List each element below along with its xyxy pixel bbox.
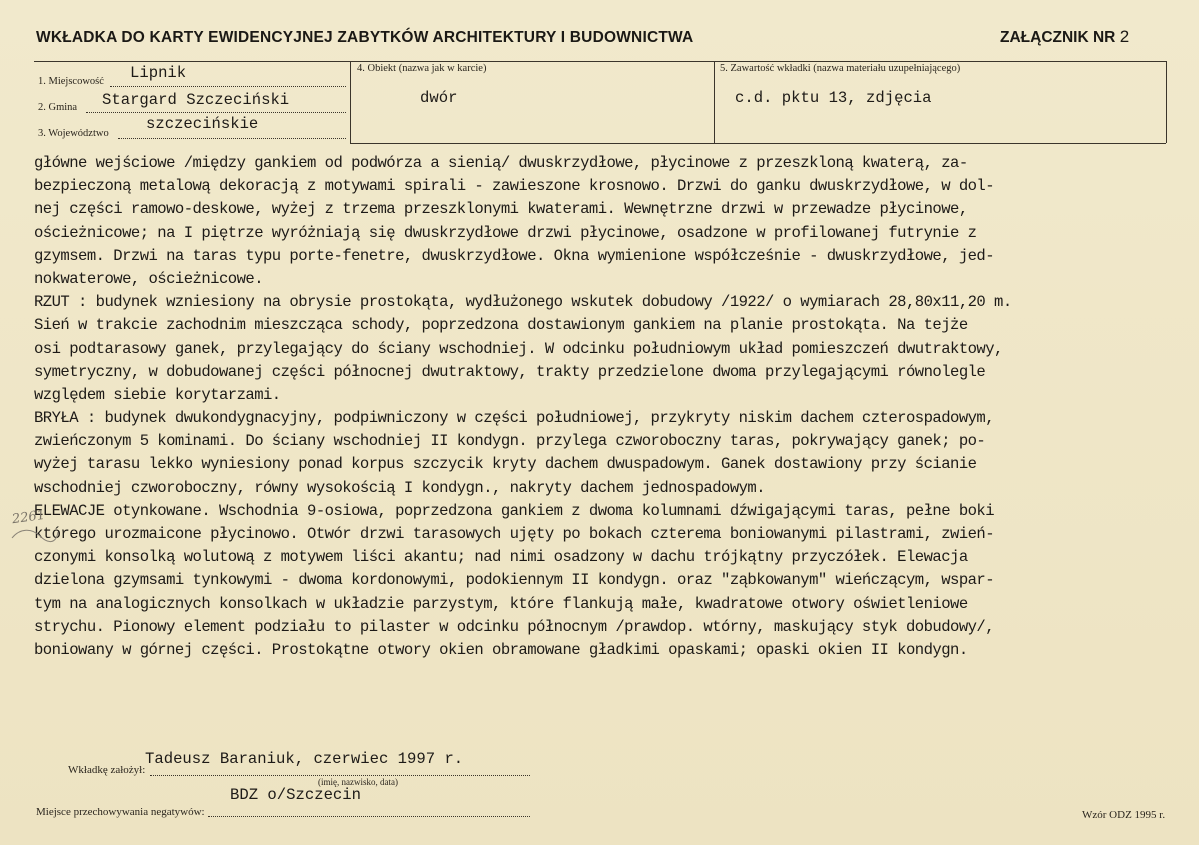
top-box-divider-1 [350, 61, 351, 143]
description-line: dzielona gzymsami tynkowymi - dwoma kordonowymi, podokiennym II kondygn. oraz "ząbkowanym" wieńczącym, wspar- [34, 571, 995, 590]
description-line: czonymi konsolką wolutową z motywem liści akantu; nad nimi osadzony w dachu trójkątny przyczółek. Elewacja [34, 548, 968, 567]
author-value: Tadeusz Baraniuk, czerwiec 1997 r. [145, 750, 464, 768]
locality-label: 1. Miejscowość [38, 76, 104, 87]
margin-pencil-note: 2261 [11, 507, 46, 528]
description-line: symetryczny, w dobudowanej części północnej dwutraktowy, trakty przedzielone dwoma przylegającymi równolegle [34, 362, 986, 381]
commune-dotted-line [86, 112, 346, 113]
description-line: którego urozmaicone płycinowo. Otwór drzwi tarasowych ujęty po bokach czterema boniowanymi pilastrami, zwień- [34, 525, 995, 543]
top-box-divider-2 [714, 61, 715, 143]
storage-label: Miejsce przechowywania negatywów: [36, 806, 205, 818]
author-hint: (imię, nazwisko, data) [318, 777, 398, 787]
author-dotted-line [150, 775, 530, 776]
storage-dotted-line [208, 816, 530, 817]
description-text [34, 152, 1174, 662]
description-line: względem siebie korytarzami. [34, 385, 281, 404]
top-box-border-bottom [350, 143, 1166, 144]
top-box-border-top [34, 61, 1166, 62]
content-value: c.d. pktu 13, zdjęcia [735, 89, 932, 107]
document-title: WKŁADKA DO KARTY EWIDENCYJNEJ ZABYTKÓW ARCHITEKTURY I BUDOWNICTWA [36, 29, 694, 46]
commune-value: Stargard Szczeciński [102, 91, 290, 109]
description-line: wschodniej czworoboczny, równy wysokością I kondygn., nakryty dachem jednospadowym. [34, 478, 766, 497]
description-line: boniowany w górnej części. Prostokątne otwory okien obramowane gładkimi opaskami; opaski okien II kondygn. [34, 640, 968, 659]
description-line: ościeżnicowe; na I piętrze wyróżniają się dwuskrzydłowe drzwi płycinowe, osadzone w profilowanej futrynie z [34, 223, 977, 242]
description-line: tym na analogicznych konsolkach w układzie parzystym, które flankują małe, kwadratowe otwory oświetleniowe [34, 594, 968, 613]
annex-number: 2 [1119, 27, 1130, 46]
description-line: strychu. Pionowy element podziału to pilaster w odcinku północnym /prawdop. wtórny, maskujący styk dobudowy/, [34, 617, 995, 636]
margin-scribble-icon [10, 524, 60, 546]
top-box-border-right [1166, 61, 1167, 143]
description-line: RZUT : budynek wzniesiony na obrysie prostokąta, wydłużonego wskutek dobudowy /1922/ o wymiarach 28,80x11,20 m. [34, 293, 1012, 312]
voivodeship-value: szczecińskie [146, 115, 259, 133]
description-line: zwieńczonym 5 kominami. Do ściany wschodniej II kondygn. przylega czworoboczny taras, pokrywający ganek; po- [34, 432, 986, 451]
annex-label-text: ZAŁĄCZNIK NR [1000, 29, 1116, 46]
object-label: 4. Obiekt (nazwa jak w karcie) [357, 63, 487, 74]
description-line: nokwaterowe, ościeżnicowe. [34, 269, 264, 288]
locality-value: Lipnik [130, 64, 187, 82]
description-line: nej części ramowo-deskowe, wyżej z trzema przeszklonymi kwaterami. Wewnętrzne drzwi w przewadze płycinowe, [34, 200, 968, 219]
description-line: główne wejściowe /między gankiem od podwórza a sienią/ dwuskrzydłowe, płycinowe z przeszkloną kwaterą, za- [34, 154, 968, 172]
description-line: bezpieczoną metalową dekoracją z motywami spirali - zawieszone krosnowo. Drzwi do ganku dwuskrzydłowe, w dol- [34, 177, 995, 196]
voivodeship-label: 3. Województwo [38, 128, 109, 139]
description-line: wyżej tarasu lekko wyniesiony ponad korpus szczycik kryty dachem dwuspadowym. Ganek dostawiony przy ścianie [34, 455, 977, 474]
annex-label [1000, 27, 1129, 47]
form-pattern-label: Wzór ODZ 1995 r. [1082, 809, 1166, 821]
locality-dotted-line [110, 86, 346, 87]
content-label: 5. Zawartość wkładki (nazwa materiału uzupełniającego) [720, 63, 961, 74]
author-label: Wkładkę założył: [68, 764, 146, 776]
object-value: dwór [420, 89, 458, 107]
voivodeship-dotted-line [118, 138, 346, 139]
description-line: osi podtarasowy ganek, przylegający do ściany wschodniej. W odcinku południowym układ pomieszczeń dwutraktowy, [34, 339, 1003, 358]
description-line: BRYŁA : budynek dwukondygnacyjny, podpiwniczony w części południowej, przykryty niskim dachem czterospadowym, [34, 409, 995, 428]
description-line: ELEWACJE otynkowane. Wschodnia 9-osiowa, poprzedzona gankiem z dwoma kolumnami dźwigającymi taras, pełne boki [34, 501, 995, 520]
storage-value: BDZ o/Szczecin [230, 786, 362, 804]
description-line: Sień w trakcie zachodnim mieszcząca schody, poprzedzona dostawionym gankiem na planie prostokąta. Na tejże [34, 316, 968, 335]
description-line: gzymsem. Drzwi na taras typu porte-fenetre, dwuskrzydłowe. Okna wymienione współcześnie - dwuskrzydłowe, jed- [34, 246, 995, 265]
commune-label: 2. Gmina [38, 102, 78, 113]
